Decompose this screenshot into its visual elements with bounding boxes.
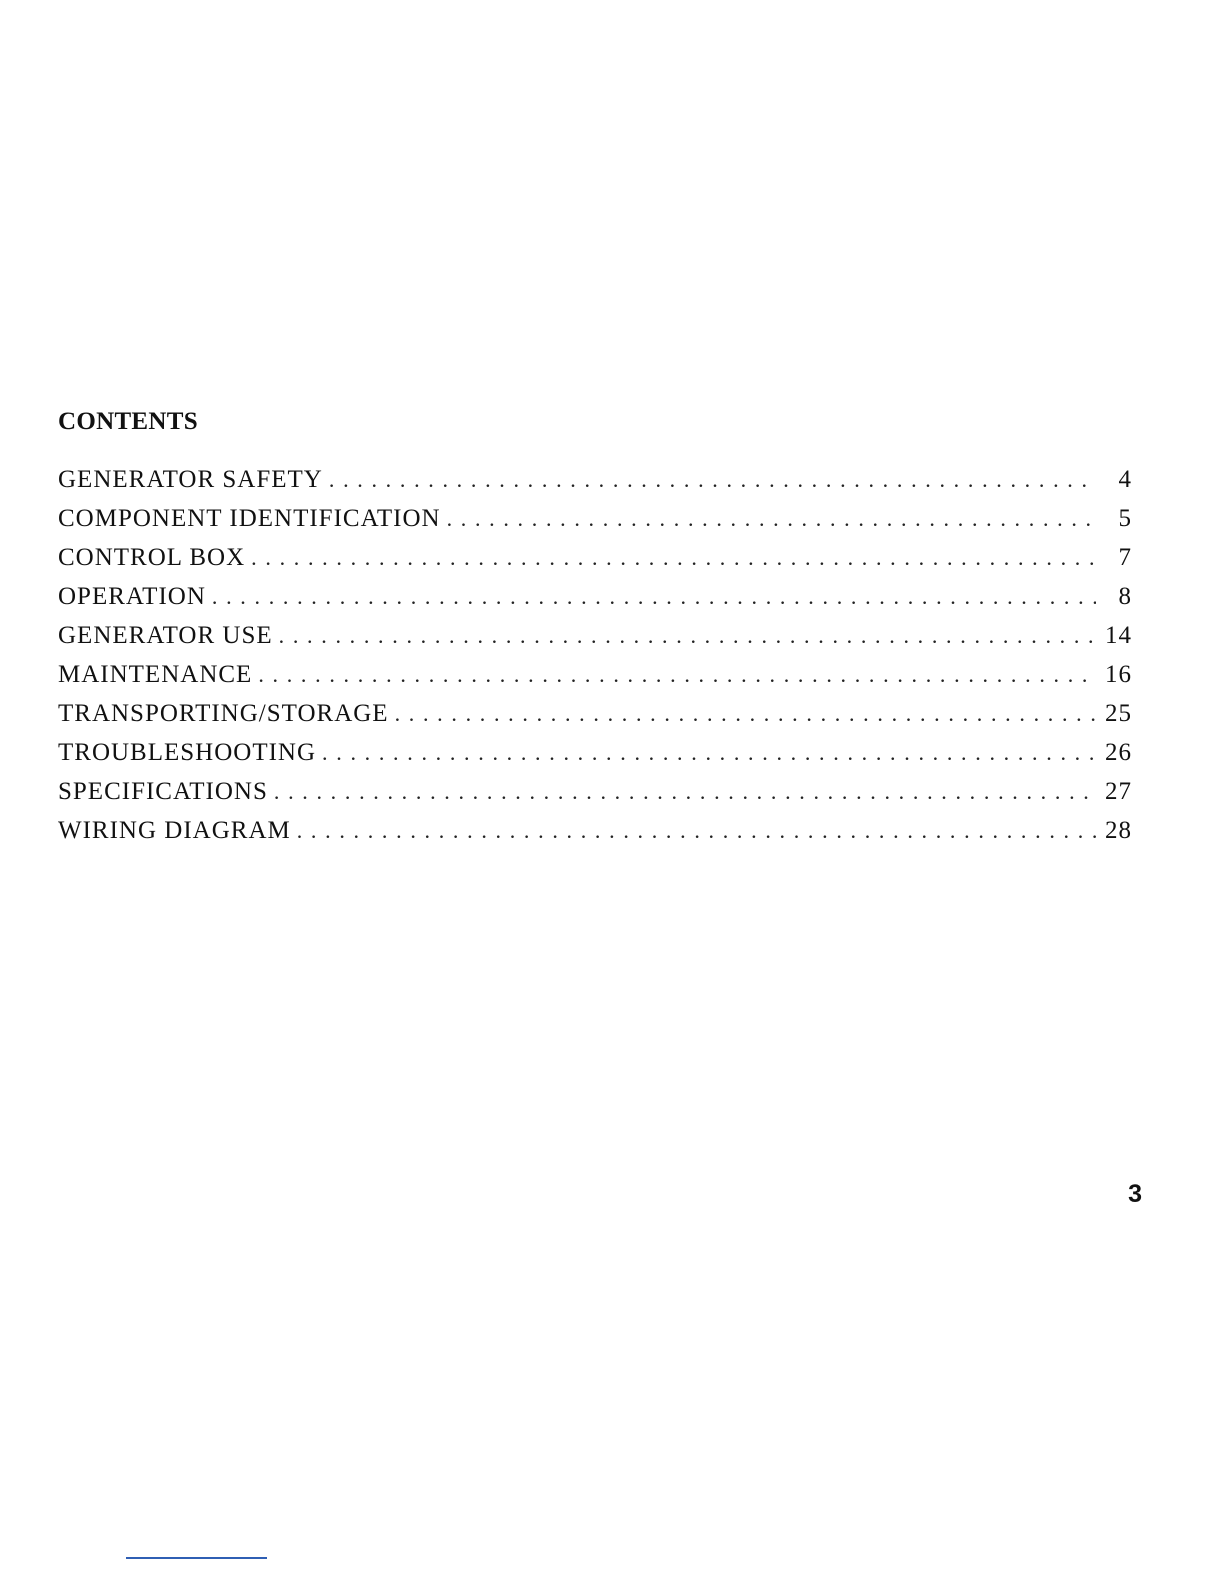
- toc-entry-page: 8: [1118, 583, 1132, 610]
- toc-entry[interactable]: [58, 661, 1132, 700]
- toc-entry[interactable]: [58, 622, 1132, 661]
- dot-leader: [251, 545, 1096, 571]
- toc-entry-page: 4: [1118, 466, 1132, 493]
- dot-leader: [212, 584, 1096, 610]
- toc-entry-page: 26: [1105, 739, 1132, 766]
- toc-entry-page: 5: [1118, 505, 1132, 532]
- toc-entry[interactable]: [58, 778, 1132, 817]
- dot-leader: [297, 818, 1096, 844]
- toc-entry-title: MAINTENANCE: [58, 661, 253, 688]
- toc-entry-title: GENERATOR USE: [58, 622, 273, 649]
- toc-entry[interactable]: [58, 817, 1132, 856]
- toc-entry-page: 7: [1118, 544, 1132, 571]
- toc-entry-title: GENERATOR SAFETY: [58, 466, 323, 493]
- dot-leader: [279, 623, 1096, 649]
- toc-entry[interactable]: [58, 700, 1132, 739]
- toc-entry-title: TROUBLESHOOTING: [58, 739, 317, 766]
- toc-entry[interactable]: [58, 505, 1132, 544]
- dot-leader: [329, 467, 1096, 493]
- dot-leader: [447, 506, 1096, 532]
- toc-entry[interactable]: [58, 739, 1132, 778]
- page-number: 3: [1128, 1180, 1142, 1208]
- toc-entry-title: CONTROL BOX: [58, 544, 246, 571]
- contents-heading: CONTENTS: [58, 408, 198, 435]
- toc-entry-title: COMPONENT IDENTIFICATION: [58, 505, 441, 532]
- toc-entry-title: TRANSPORTING/STORAGE: [58, 700, 389, 727]
- toc-entry-page: 28: [1105, 817, 1132, 844]
- toc-entry[interactable]: [58, 583, 1132, 622]
- toc-entry[interactable]: [58, 466, 1132, 505]
- toc-entry-page: 25: [1105, 700, 1132, 727]
- toc-entry-page: 14: [1105, 622, 1132, 649]
- toc-entry-page: 27: [1105, 778, 1132, 805]
- toc-entry-title: WIRING DIAGRAM: [58, 817, 291, 844]
- toc-entry-page: 16: [1105, 661, 1132, 688]
- dot-leader: [322, 740, 1096, 766]
- toc-entry[interactable]: [58, 544, 1132, 583]
- dot-leader: [395, 701, 1096, 727]
- dot-leader: [258, 662, 1096, 688]
- toc-entry-title: OPERATION: [58, 583, 206, 610]
- table-of-contents: [58, 466, 1132, 856]
- bottom-rule: [126, 1557, 267, 1559]
- toc-entry-title: SPECIFICATIONS: [58, 778, 268, 805]
- dot-leader: [274, 779, 1096, 805]
